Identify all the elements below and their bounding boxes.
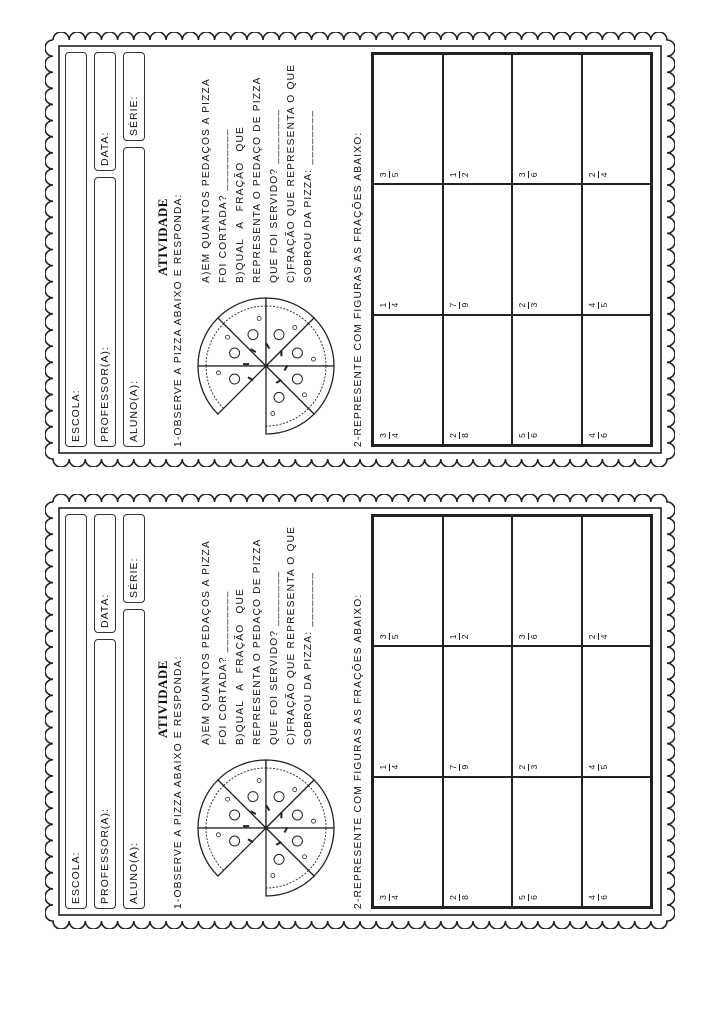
fraction-denominator: 4 [390, 764, 400, 770]
fraction-label [449, 894, 470, 901]
school-field[interactable] [65, 514, 87, 909]
date-field[interactable] [94, 52, 116, 171]
fraction-label [379, 171, 400, 178]
fraction-numerator: 2 [447, 895, 458, 900]
fractions-grid [371, 52, 653, 447]
fraction-denominator: 4 [598, 634, 609, 640]
worksheet-card-bottom [45, 494, 675, 929]
fraction-numerator: 1 [447, 172, 458, 178]
fraction-denominator: 9 [459, 764, 470, 770]
fraction-label [449, 764, 470, 771]
fraction-denominator: 5 [598, 764, 609, 770]
fraction-cell[interactable] [373, 54, 443, 184]
fraction-denominator: 9 [459, 302, 470, 308]
fraction-denominator: 2 [459, 172, 470, 178]
fraction-cell[interactable] [443, 646, 513, 776]
question-1b-line2: REPRESENTA O PEDAÇO DE PIZZA [252, 538, 263, 745]
fraction-label [518, 633, 539, 640]
fraction-denominator: 6 [529, 895, 539, 900]
question-1: 1-OBSERVE A PIZZA ABAIXO E RESPONDA: [173, 193, 184, 447]
fraction-denominator: 2 [459, 634, 470, 640]
fraction-denominator: 4 [390, 302, 400, 308]
student-label: ALUNO(A): [128, 841, 140, 904]
fractions-grid [371, 514, 653, 909]
fraction-cell[interactable] [582, 184, 652, 314]
pizza-image [191, 291, 341, 441]
fraction-cell[interactable] [373, 184, 443, 314]
fraction-label [518, 302, 539, 309]
school-label: ESCOLA: [70, 389, 82, 442]
fraction-cell[interactable] [443, 54, 513, 184]
fraction-label [518, 894, 539, 901]
fraction-numerator: 2 [586, 172, 597, 178]
fraction-numerator: 1 [447, 634, 458, 640]
date-label: DATA: [99, 131, 111, 166]
fraction-label [449, 633, 470, 640]
activity-title: ATIVIDADE [155, 660, 170, 738]
fraction-cell[interactable] [582, 646, 652, 776]
fraction-denominator: 4 [598, 172, 609, 178]
fraction-cell[interactable] [582, 315, 652, 445]
question-1c-line2: SOBROU DA PIZZA: ________ [303, 109, 314, 283]
fraction-label [449, 302, 470, 309]
question-1a: A)EM QUANTOS PEDAÇOS A PIZZA [201, 78, 212, 283]
fraction-cell[interactable] [512, 54, 582, 184]
question-1b-line3: QUE FOI SERVIDO? ________ [269, 108, 280, 283]
grade-label: SÉRIE: [128, 557, 140, 598]
fraction-numerator: 4 [586, 302, 597, 308]
school-field[interactable] [65, 52, 87, 447]
fraction-cell[interactable] [512, 184, 582, 314]
fraction-cell[interactable] [373, 777, 443, 907]
fraction-numerator: 2 [517, 302, 527, 308]
fraction-denominator: 5 [390, 634, 400, 640]
fraction-denominator: 4 [390, 433, 400, 438]
fraction-label [518, 764, 539, 771]
fraction-label [588, 432, 609, 439]
fraction-numerator: 2 [447, 433, 458, 438]
question-1a-line2: FOI CORTADA? _________ [218, 128, 229, 283]
student-label: ALUNO(A): [128, 379, 140, 442]
date-field[interactable] [94, 514, 116, 633]
fraction-numerator: 3 [378, 895, 388, 900]
question-1c-line2: SOBROU DA PIZZA: ________ [303, 571, 314, 745]
fraction-cell[interactable] [373, 315, 443, 445]
fraction-numerator: 3 [378, 172, 388, 178]
fraction-numerator: 3 [378, 433, 388, 438]
question-1: 1-OBSERVE A PIZZA ABAIXO E RESPONDA: [173, 655, 184, 909]
fraction-denominator: 5 [598, 302, 609, 308]
activity-title: ATIVIDADE [155, 198, 170, 276]
grade-label: SÉRIE: [128, 95, 140, 136]
question-1c: C)FRAÇÃO QUE REPRESENTA O QUE [286, 525, 297, 745]
question-1c: C)FRAÇÃO QUE REPRESENTA O QUE [286, 63, 297, 283]
worksheet-content [61, 510, 659, 913]
fraction-label [379, 432, 400, 439]
fraction-numerator: 7 [447, 764, 458, 770]
fraction-label [518, 432, 539, 439]
fraction-numerator: 5 [517, 895, 527, 900]
pizza-slice [198, 366, 266, 414]
teacher-field[interactable] [94, 177, 116, 447]
fraction-cell[interactable] [582, 516, 652, 646]
date-label: DATA: [99, 593, 111, 628]
fraction-denominator: 6 [529, 634, 539, 640]
fraction-label [588, 633, 609, 640]
fraction-cell[interactable] [373, 516, 443, 646]
fraction-numerator: 4 [586, 433, 597, 438]
fraction-numerator: 3 [517, 634, 527, 640]
student-field[interactable] [123, 609, 145, 909]
fraction-cell[interactable] [512, 646, 582, 776]
fraction-label [518, 171, 539, 178]
fraction-label [379, 302, 400, 309]
question-2: 2-REPRESENTE COM FIGURAS AS FRAÇÕES ABAIXO: [353, 131, 364, 447]
fraction-cell[interactable] [443, 516, 513, 646]
fraction-denominator: 6 [598, 895, 609, 900]
fraction-label [588, 894, 609, 901]
fraction-denominator: 8 [459, 895, 470, 900]
fraction-numerator: 1 [378, 302, 388, 308]
fraction-label [449, 432, 470, 439]
fraction-numerator: 4 [586, 764, 597, 770]
fraction-numerator: 5 [517, 433, 527, 438]
fraction-cell[interactable] [512, 516, 582, 646]
question-2: 2-REPRESENTE COM FIGURAS AS FRAÇÕES ABAIXO: [353, 593, 364, 909]
fraction-denominator: 3 [529, 764, 539, 770]
pizza-image [191, 753, 341, 903]
fraction-label [449, 171, 470, 178]
fraction-denominator: 5 [390, 172, 400, 178]
fraction-numerator: 1 [378, 764, 388, 770]
fraction-numerator: 2 [517, 764, 527, 770]
teacher-field[interactable] [94, 639, 116, 909]
fraction-numerator: 2 [586, 634, 597, 640]
pizza-slice [198, 828, 266, 876]
fraction-label [588, 302, 609, 309]
grade-field[interactable] [123, 52, 145, 141]
school-label: ESCOLA: [70, 851, 82, 904]
question-1a: A)EM QUANTOS PEDAÇOS A PIZZA [201, 540, 212, 745]
worksheet-content [61, 48, 659, 451]
fraction-cell[interactable] [512, 315, 582, 445]
fraction-cell[interactable] [582, 54, 652, 184]
fraction-denominator: 6 [598, 433, 609, 438]
fraction-label [379, 894, 400, 901]
fraction-numerator: 4 [586, 895, 597, 900]
question-1a-line2: FOI CORTADA? _________ [218, 590, 229, 745]
question-1b-line2: REPRESENTA O PEDAÇO DE PIZZA [252, 76, 263, 283]
teacher-label: PROFESSOR(A): [99, 808, 111, 904]
fraction-numerator: 3 [517, 172, 527, 178]
fraction-cell[interactable] [582, 777, 652, 907]
fraction-label [588, 171, 609, 178]
fraction-denominator: 8 [459, 433, 470, 438]
question-1b-line3: QUE FOI SERVIDO? ________ [269, 570, 280, 745]
grade-field[interactable] [123, 514, 145, 603]
fraction-label [588, 764, 609, 771]
fraction-label [379, 633, 400, 640]
fraction-cell[interactable] [443, 777, 513, 907]
worksheet-card-top [45, 32, 675, 467]
fraction-numerator: 3 [378, 634, 388, 640]
fraction-cell[interactable] [443, 315, 513, 445]
student-field[interactable] [123, 147, 145, 447]
fraction-denominator: 3 [529, 302, 539, 308]
fraction-denominator: 6 [529, 172, 539, 178]
fraction-label [379, 764, 400, 771]
question-1b: B)QUAL A FRAÇÃO QUE [235, 587, 246, 745]
fraction-cell[interactable] [512, 777, 582, 907]
teacher-label: PROFESSOR(A): [99, 346, 111, 442]
fraction-cell[interactable] [373, 646, 443, 776]
fraction-cell[interactable] [443, 184, 513, 314]
fraction-denominator: 4 [390, 895, 400, 900]
fraction-numerator: 7 [447, 302, 458, 308]
question-1b: B)QUAL A FRAÇÃO QUE [235, 125, 246, 283]
fraction-denominator: 6 [529, 433, 539, 438]
